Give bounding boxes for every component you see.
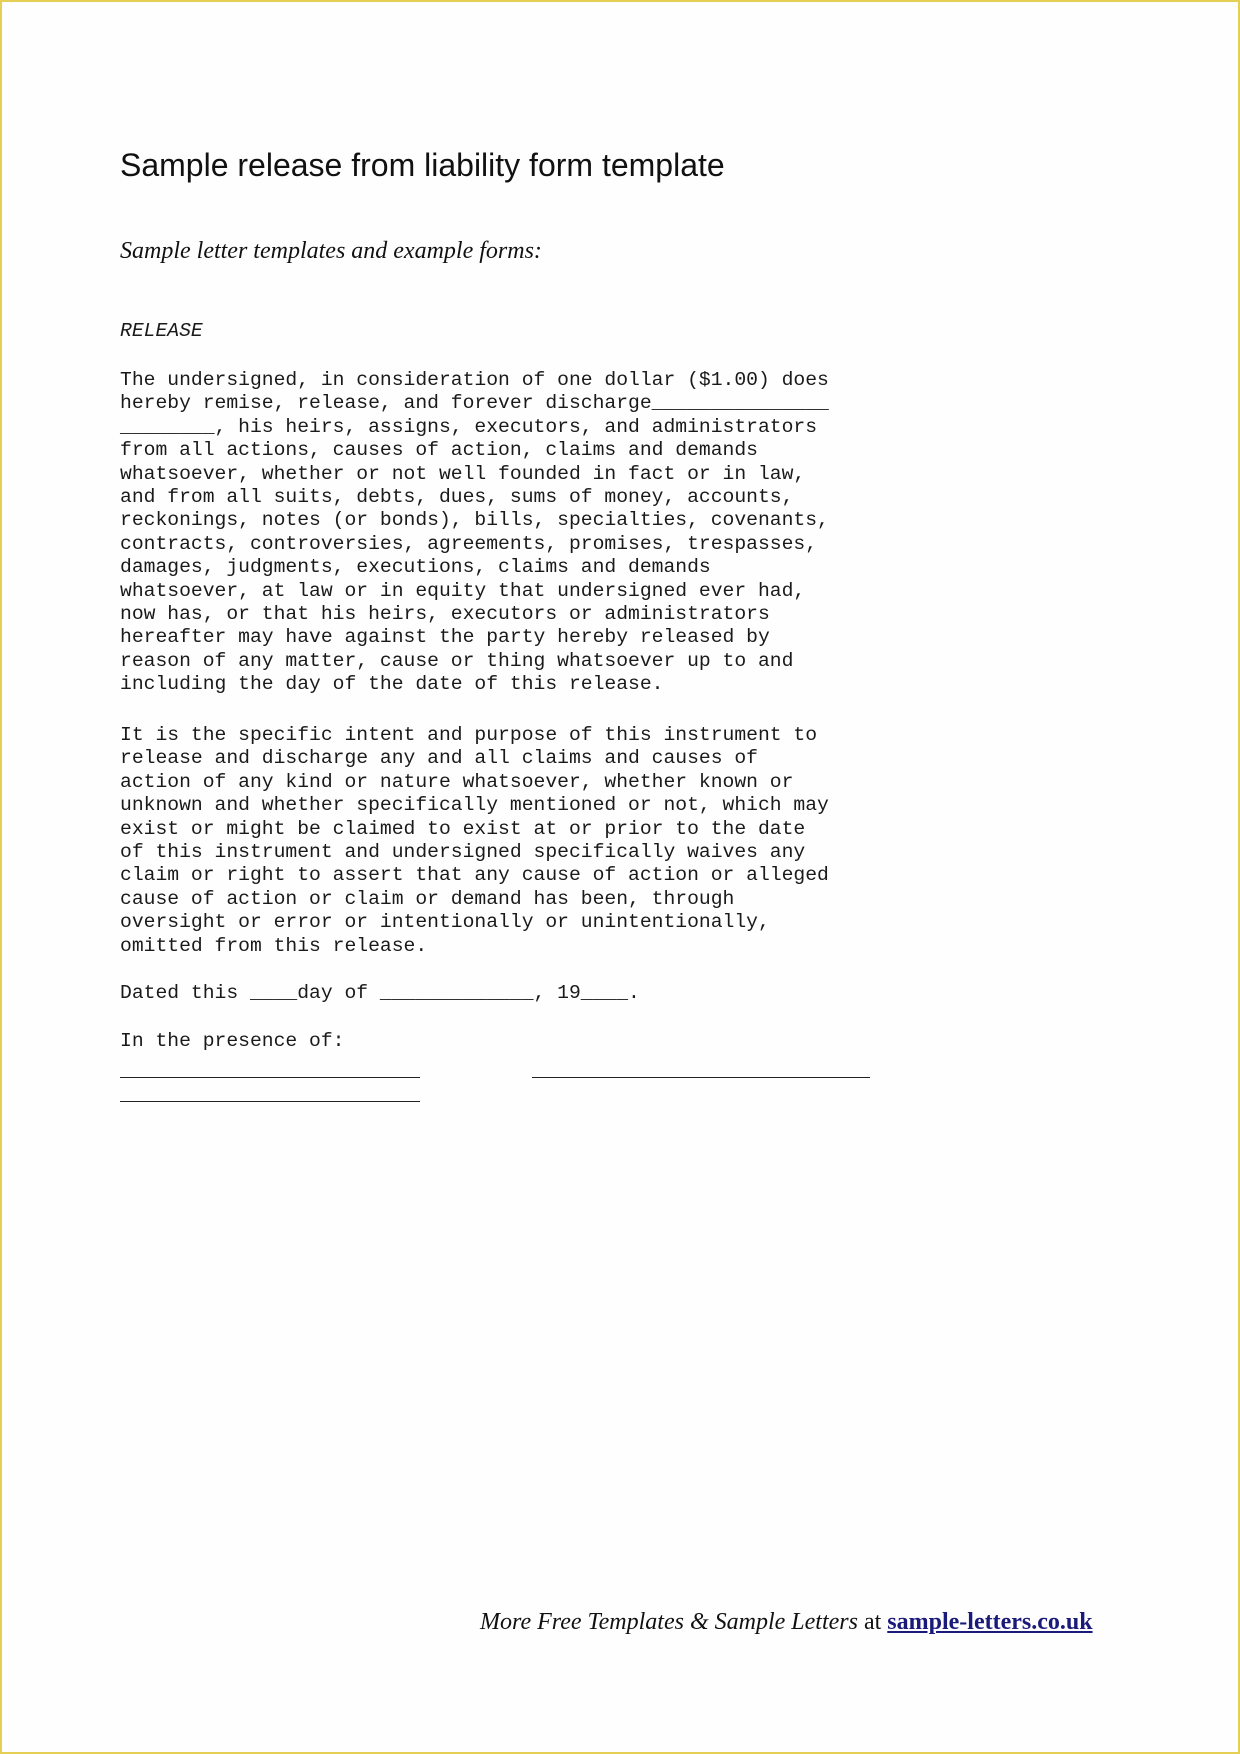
footer-text: More Free Templates & Sample Letters [480, 1609, 858, 1635]
dated-line: Dated this ____day of _____________, 19____. [120, 982, 640, 1004]
footer [480, 1607, 1093, 1637]
release-paragraph-2: It is the specific intent and purpose of this instrument to release and discharge any and all claims and causes of action of any kind or nature whatsoever, whether known or unknown and whether specifically mentioned or not, which may exist or might be claimed to exist at or prior to the date of this instrument and undersigned specifically waives any claim or right to assert that any cause of action or alleged cause of action or claim or demand has been, through oversight or error or intentionally or unintentionally, omitted from this release. [120, 724, 829, 957]
page-title: Sample release from liability form template [120, 147, 725, 183]
page-subtitle: Sample letter templates and example forms: [120, 238, 542, 264]
release-heading: RELEASE [120, 320, 203, 342]
presence-line: In the presence of: [120, 1030, 345, 1052]
witness-signature-line-1 [120, 1077, 420, 1078]
footer-website-link[interactable]: sample-letters.co.uk [887, 1609, 1093, 1635]
releasor-signature-line [532, 1077, 870, 1078]
witness-signature-line-2 [120, 1101, 420, 1102]
release-paragraph-1: The undersigned, in consideration of one dollar ($1.00) does hereby remise, release, and forever discharge_______________ ________, his heirs, assigns, executors, and administrators from all actions, causes of action, claims and demands whatsoever, whether or not well founded in fact or in law, and from all suits, debts, dues, sums of money, accounts, reckonings, notes (or bonds), bills, specialties, covenants, contracts, controversies, agreements, promises, trespasses, damages, judgments, executions, claims and demands whatsoever, at law or in equity that undersigned ever had, now has, or that his heirs, executors or administrators hereafter may have against the party hereby released by reason of any matter, cause or thing whatsoever up to and including the day of the date of this release. [120, 369, 829, 696]
footer-connector: at [857, 1609, 888, 1635]
